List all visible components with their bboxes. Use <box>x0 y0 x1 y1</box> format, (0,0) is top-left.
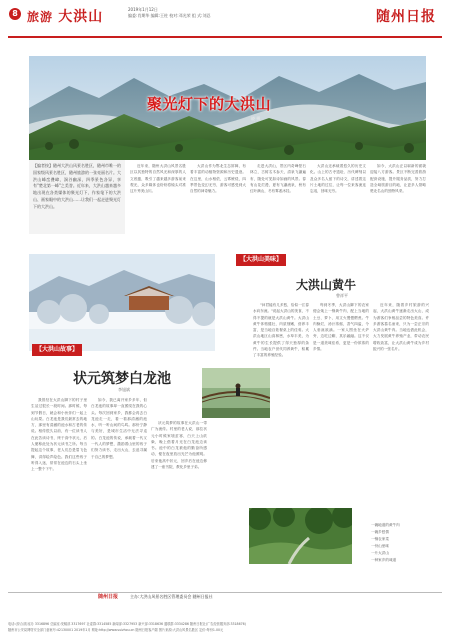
sidebar-item: 一锅农家菜 <box>371 537 389 541</box>
sidebar-item: 一碗地道的黄牛肉 <box>371 523 400 527</box>
story-column-3: 状元筑梦的故事在大洪山一带广为流传。村里的老人说，那位状元小时候家境贫寒，白天上山砍柴，晚上借着月光在白龙池边读书。池中的白龙被他的勤奋所感动，便在夜里放出光芒为他照明。后来他高中状元，回乡后在池边修建了一座书院，教化乡里子弟。 <box>151 421 207 470</box>
sidebar-item: 一份山里味 <box>371 544 389 548</box>
green-landscape-photo <box>249 508 352 564</box>
food-column-3: 近年来，随着乡村旅游的兴起，大洪山黄牛逐渐走出大山，成为游客们争相品尝的特色美食。许多游客慕名而来，只为一尝正宗的大洪山黄牛肉。当地也借此机会，大力发展黄牛养殖产业，带动农民增收致富，让大洪山黄牛成为乡村振兴的一张名片。 <box>373 303 429 352</box>
story-section-badge: 【大洪山故事】 <box>32 344 82 356</box>
hero-photo <box>29 56 426 160</box>
hero-photo-credit: 晓 摄 <box>251 116 261 121</box>
top-column-3: 走进大洪山，景区内奇峰怪石林立，古树名木参天，清泉飞瀑遍布，随处可见如诗如画的风景。春有山花烂漫，夏有飞瀑流泉，秋有红叶满山，冬有雾凇冰挂。 <box>250 164 306 194</box>
top-column-1: 近年来，随州大洪山风景名胜区以其独特的自然风光和深厚的人文底蕴，吸引了越来越多游客前来观光，众多媒体也纷纷将镜头对准这片秀美山川。 <box>130 164 186 194</box>
section-title: 大洪山 <box>58 9 104 25</box>
story-column-2: 如今，我已离开家乡多年，但白龙池的故事却一直萦绕在我的心头。每次回到家乡，我都会再去白龙池走一走，看一看那清澈的池水，听一听山间的鸟鸣。那份宁静与美好，是城市生活中无法寻觅的。白龙池的传说，承载着一代又一代人的梦想，激励着山里的孩子们努力读书，走出大山，去追寻属于自己的梦想。 <box>91 398 147 459</box>
sidebar-item: 一碗乡愁情 <box>371 530 389 534</box>
footer-banner: 主办:大洪山风景名胜区管理委员会 随州日报社 <box>130 594 213 599</box>
issue-editors: 编委:肖期华 编辑:王柱 校对:邓光荣 组 式:刘忍 <box>128 13 211 18</box>
footer-contact-line: 电话:(综合部)室办 3316896 总编室:发稿部 3317697 社委群:3314585 新闻部:3327953 新兴部:3318636 通联群:3334286 随州日报社(广告经营服务部:3318676) <box>8 622 246 626</box>
snow-scene-photo <box>29 254 215 351</box>
page-header <box>0 0 450 40</box>
sidebar-item: 一种家乡的味道 <box>371 558 397 562</box>
section-name <box>27 6 103 26</box>
forest-stream-photo <box>249 508 352 564</box>
page-number: 8 <box>9 8 21 20</box>
sidebar-list <box>371 522 441 564</box>
footer-brand: 随州日报 <box>98 594 119 600</box>
section-prefix: 旅游 <box>27 10 54 24</box>
story-column-1: 我曾经在大洪山脚下的村子里生活过很长一段时间。那时候，每到节假日，就会和小伙伴们一起上山玩耍。白龙池是我们最常去的地方，那里有清澈的池水和古老的传说。相传很久以前，有一位读书人在此苦读诗书，终于高中状元，后人便称此处为状元读书之所。每当提起这个故事，老人们总是眉飞色舞，讲得绘声绘色。我们这些孩子听得入迷，常常在池边的石头上坐上一整个下午。 <box>31 398 87 472</box>
footer-registration-line: 随州市公安局网络安全部门备案号:42130001 2019年1月 网址:http://www.suizhou.cn 随州日报客户端 图片来源:大洪山风景名胜区 定价:每份1.00元 <box>8 628 224 632</box>
footer-rule <box>8 592 442 593</box>
editor-note-text: 【编者按】随州大洪山风景名胜区，随州市唯一的国家级风景名胜区，随州旅游的一张亮丽名片。大洪山峰峦叠嶂，涧谷幽深，四季景色各异，享有"楚北第一峰"之美誉。近年来，大洪山越来越多地出现在各类媒体的聚光灯下，作家笔下的大洪山、画家眼中的大洪山……让我们一起走进聚光灯下的大洪山。 <box>33 163 121 209</box>
food-article-title: 大洪山黄牛 <box>296 278 357 292</box>
food-section-badge: 【大洪山美味】 <box>236 254 286 266</box>
paper-name: 随州日报 <box>376 9 436 25</box>
page-footer <box>0 592 450 640</box>
food-article-byline: 曾祥平 <box>336 293 348 298</box>
top-column-2: 大洪山作为鄂北生态屏障，有着丰富的动植物资源和历史遗迹。在这里，山水相依，云雾缭绕，四季景色变幻无穷，游客可感受到大自然的神奇魅力。 <box>190 164 246 194</box>
food-column-2: 每到冬季，大洪山脚下的农家便会炖上一锅黄牛肉，配上当地的土豆、萝卜，用文火慢慢煨煮。牛肉酥烂，汤汁浓郁，香气四溢，令人垂涎欲滴。一家人围坐在火炉旁，边吃边聊，其乐融融。这不仅是一道美味佳肴，更是一份浓浓的乡情。 <box>313 303 369 352</box>
top-column-5: 如今，大洪山正以崭新的面貌迎接八方游客。景区不断完善旅游配套设施，提升服务品质，努力打造全域旅游目的地，让更多人领略楚北名山的独特风采。 <box>370 164 426 194</box>
header-rule <box>8 36 442 38</box>
story-title: 状元筑梦白龙池 <box>73 371 171 387</box>
story-byline: 李旭斌 <box>118 387 130 392</box>
editor-note-box <box>29 160 125 234</box>
issue-date: 2019年1月12日 <box>128 7 158 12</box>
top-column-4: 大洪山还承载着悠久的历史文化。山上的古寺遗址、历代碑刻以及众多名人留下的诗文，讲述着这片土地的过往，让每一位来客流连忘返，回味无穷。 <box>310 164 366 194</box>
hero-title: 聚光灯下的大洪山 <box>147 95 272 113</box>
snow-pavilion-photo <box>29 254 215 351</box>
issue-info <box>128 7 210 19</box>
food-column-1: "问君能有几多愁，恰似一江春水向东流。"说起大洪山的美食，不得不提的就是大洪山黄牛。大洪山黄牛体格健壮，肉质细嫩，营养丰富，是当地百姓餐桌上的佳肴。大洪山地区山高林密，水草丰美，为黄牛的生长提供了得天独厚的条件。当地农户世代饲养黄牛，积累了丰富的养殖经验。 <box>253 303 309 358</box>
sidebar-item: 一片大洪山 <box>371 551 389 555</box>
